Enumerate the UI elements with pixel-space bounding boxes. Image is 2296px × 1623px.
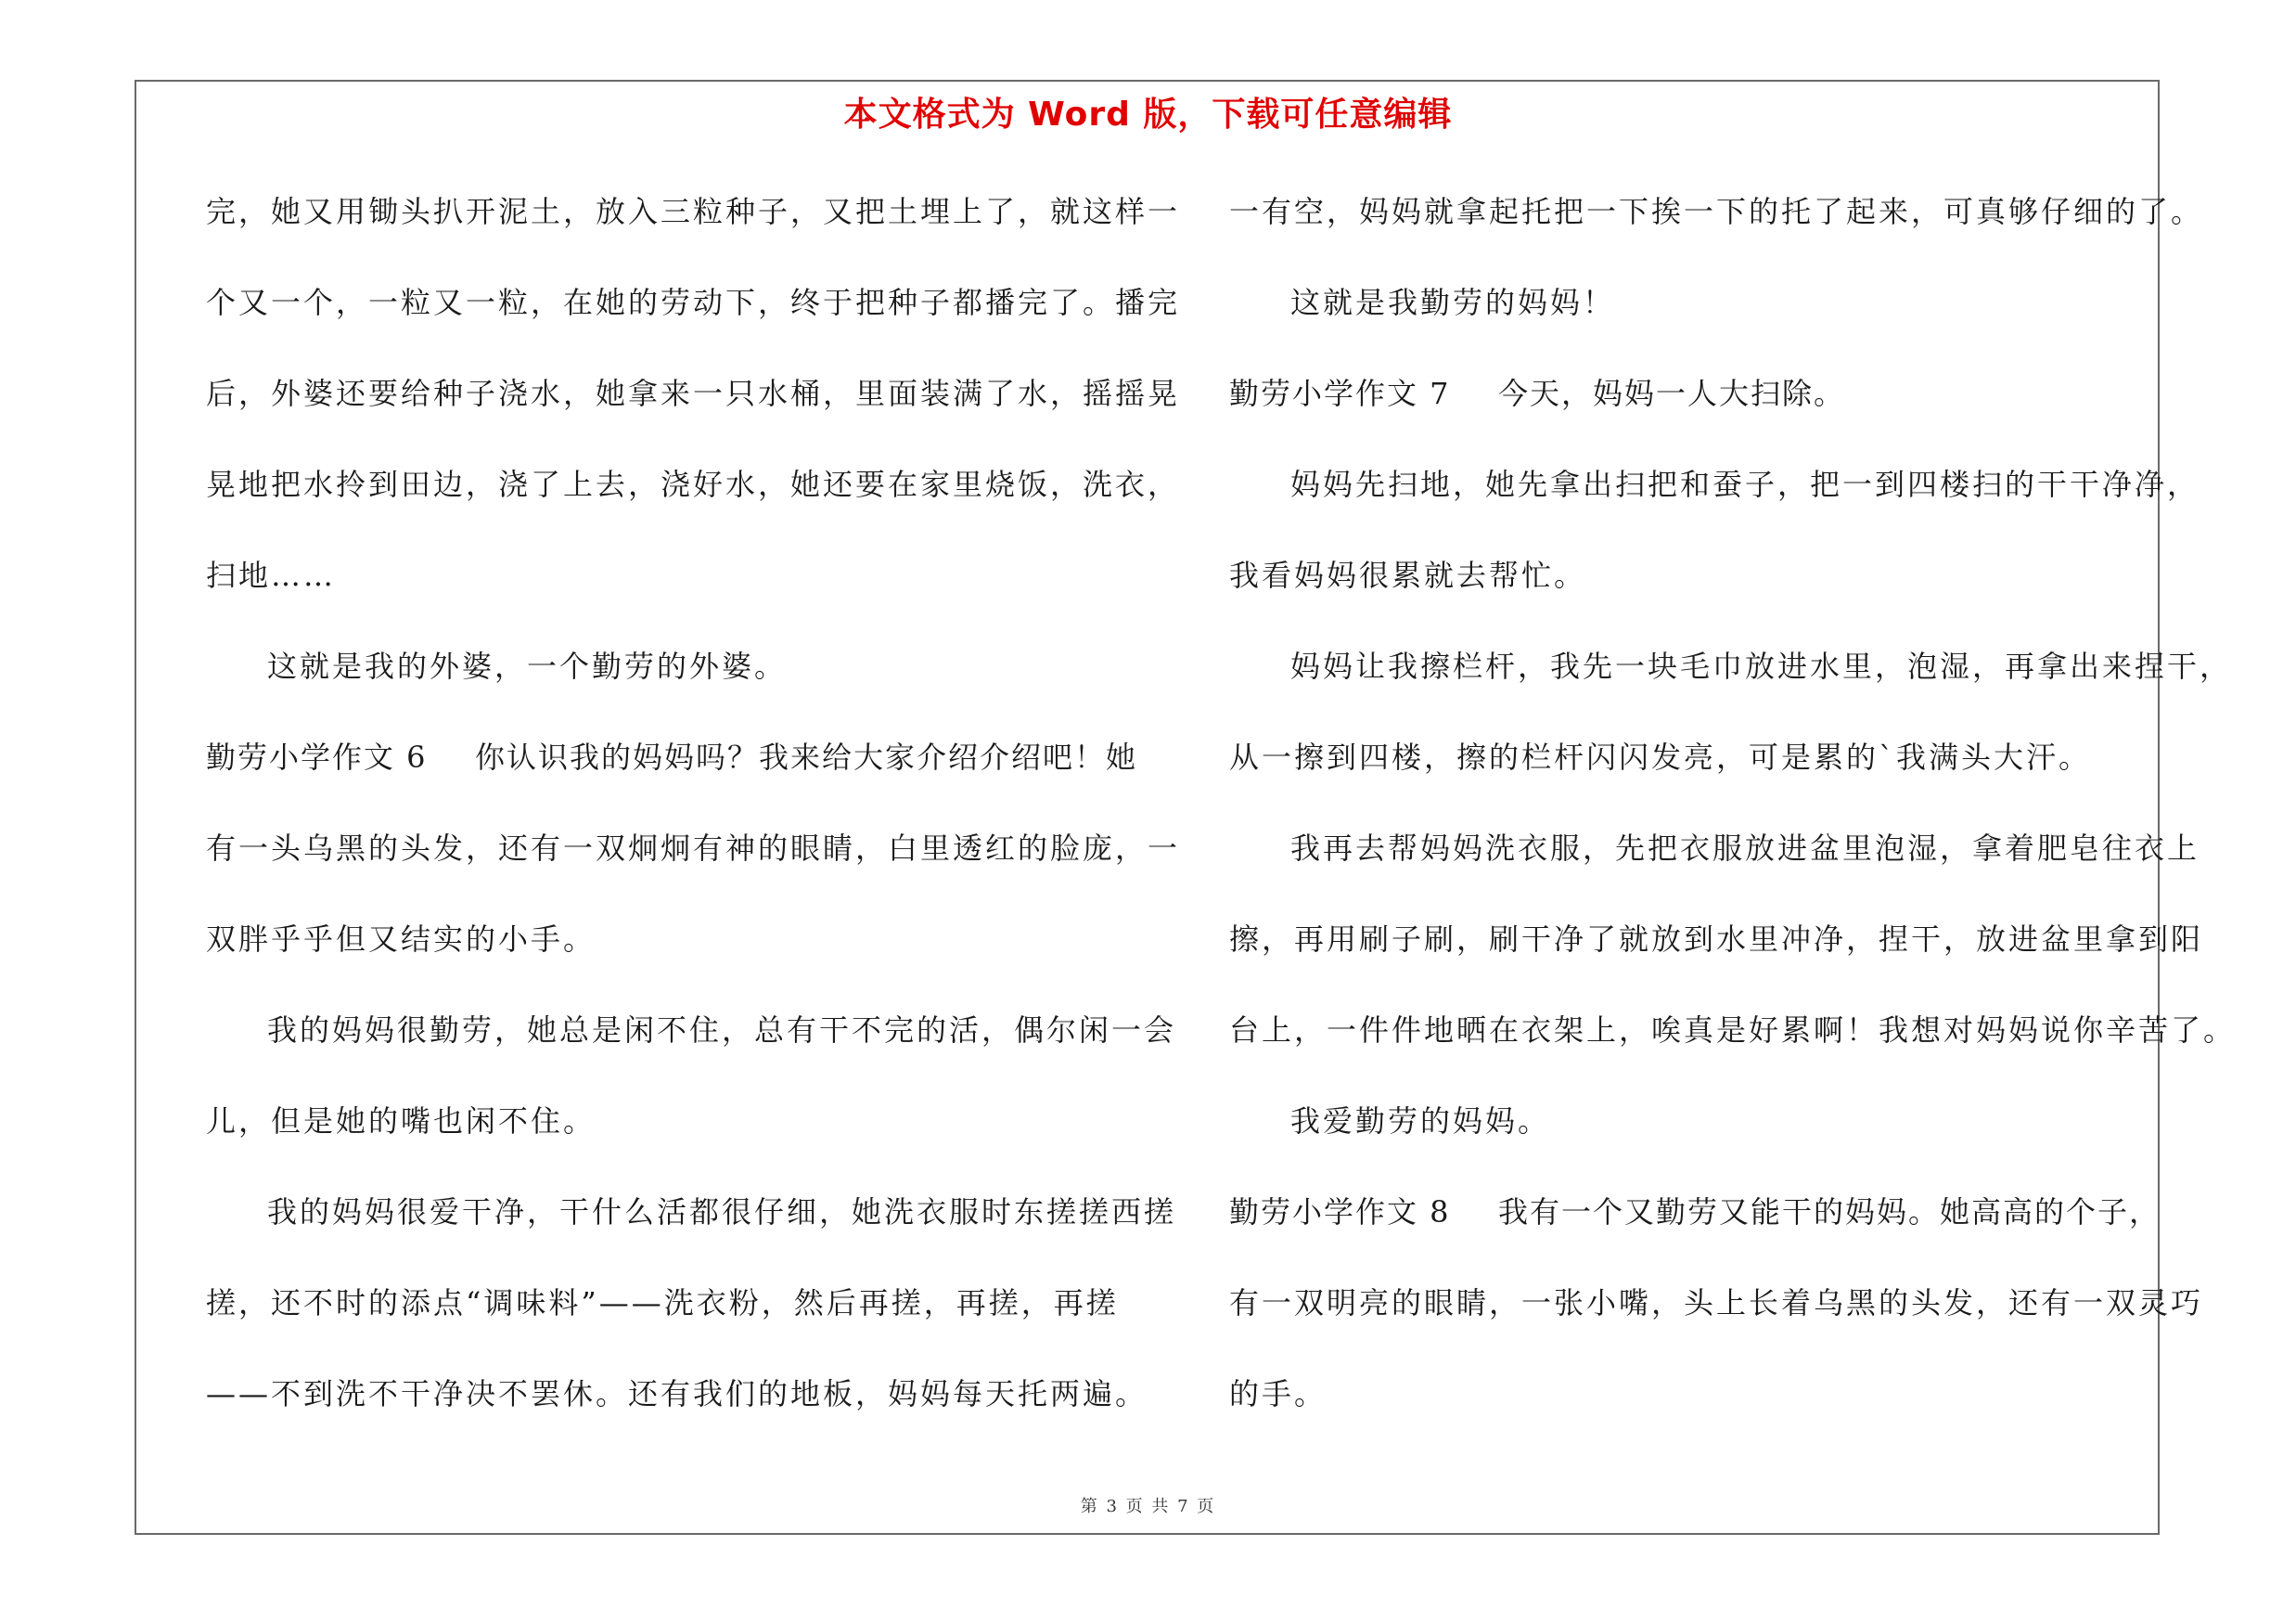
text-line-content: 我再去帮妈妈洗衣服，先把衣服放进盆里泡湿，拿着肥皂往衣上 <box>1290 831 2200 866</box>
essay-heading-label: 勤劳小学作文 8 <box>1229 1194 1451 1230</box>
text-line <box>206 273 1181 364</box>
text-line <box>206 1364 1148 1455</box>
text-line <box>206 1273 1143 1364</box>
text-line-content: 晃地把水拎到田边，浇了上去，浇好水，她还要在家里烧饭，洗衣， <box>206 467 1181 502</box>
page-number-footer: 第 3 页 共 7 页 <box>1080 1497 1216 1516</box>
text-line-content: 儿，但是她的嘴也闲不住。 <box>206 1103 596 1139</box>
text-line-content: 台上，一件件地晒在衣架上，唉真是好累啊！我想对妈妈说你辛苦了。 <box>1229 1012 2237 1048</box>
right-text-column <box>1229 182 2237 1455</box>
essay-heading-label: 勤劳小学作文 7 <box>1229 376 1451 411</box>
text-line-content: 这就是我勤劳的妈妈！ <box>1290 285 1616 320</box>
text-line <box>1229 728 2166 818</box>
text-line <box>206 1000 1177 1091</box>
text-line <box>206 1091 1143 1182</box>
text-line <box>1229 637 2233 728</box>
essay-heading-line <box>1229 364 2166 455</box>
text-line <box>1229 818 2200 909</box>
text-line <box>1229 1273 2204 1364</box>
text-line-content: 这就是我的外婆，一个勤劳的外婆。 <box>267 649 788 684</box>
text-line-content: 我有一个又勤劳又能干的妈妈。她高高的个子， <box>1498 1194 2161 1230</box>
text-line-content: 个又一个，一粒又一粒，在她的劳动下，终于把种子都播完了。播完 <box>206 285 1181 320</box>
text-line-content: 双胖乎乎但又结实的小手。 <box>206 921 596 957</box>
text-line-content: 我看妈妈很累就去帮忙。 <box>1229 558 1587 593</box>
text-line <box>1229 546 2166 637</box>
text-line-content: 搓，还不时的添点“调味料”——洗衣粉，然后再搓，再搓，再搓 <box>206 1285 1119 1320</box>
text-line-content: 后，外婆还要给种子浇水，她拿来一只水桶，里面装满了水，摇摇晃 <box>206 376 1181 411</box>
text-line <box>1229 455 2200 546</box>
left-text-column <box>206 182 1181 1455</box>
text-line-content: 我的妈妈很勤劳，她总是闲不住，总有干不完的活，偶尔闲一会 <box>267 1012 1177 1048</box>
text-line <box>206 455 1181 546</box>
text-line <box>1229 909 2204 1000</box>
text-line-content: 妈妈先扫地，她先拿出扫把和蚕子，把一到四楼扫的干干净净， <box>1290 467 2200 502</box>
essay-heading-line <box>206 728 1143 818</box>
text-line <box>206 182 1181 273</box>
text-line-content: 有一双明亮的眼睛，一张小嘴，头上长着乌黑的头发，还有一双灵巧 <box>1229 1285 2204 1320</box>
text-line <box>206 364 1181 455</box>
text-line-content: 我的妈妈很爱干净，干什么活都很仔细，她洗衣服时东搓搓西搓 <box>267 1194 1177 1230</box>
text-line <box>206 909 1143 1000</box>
text-line <box>206 637 1143 728</box>
text-line-content: 有一头乌黑的头发，还有一双炯炯有神的眼睛，白里透红的脸庞，一 <box>206 831 1181 866</box>
essay-heading-line <box>1229 1182 2166 1273</box>
text-line <box>1229 182 2204 273</box>
text-line-content: 扫地…… <box>206 558 337 593</box>
text-line <box>1229 1364 2166 1455</box>
text-line-content: 妈妈让我擦栏杆，我先一块毛巾放进水里，泡湿，再拿出来捏干， <box>1290 649 2233 684</box>
format-notice-banner: 本文格式为 Word 版，下载可任意编辑 <box>843 96 1453 134</box>
essay-heading-label: 勤劳小学作文 6 <box>206 740 428 775</box>
text-line-content: 从一擦到四楼，擦的栏杆闪闪发亮，可是累的`我满头大汗。 <box>1229 740 2092 775</box>
text-line-content: 擦，再用刷子刷，刷干净了就放到水里冲净，捏干，放进盆里拿到阳 <box>1229 921 2204 957</box>
text-line <box>206 818 1181 909</box>
text-line-content: 我爱勤劳的妈妈。 <box>1290 1103 1551 1139</box>
text-line-content: 一有空，妈妈就拿起托把一下挨一下的托了起来，可真够仔细的了。 <box>1229 194 2204 229</box>
text-line-content: 的手。 <box>1229 1376 1328 1411</box>
text-line <box>1229 273 2166 364</box>
text-line-content: ——不到洗不干净决不罢休。还有我们的地板，妈妈每天托两遍。 <box>206 1376 1148 1411</box>
text-line-content: 完，她又用锄头扒开泥土，放入三粒种子，又把土埋上了，就这样一 <box>206 194 1181 229</box>
text-line <box>206 546 1143 637</box>
text-line <box>206 1182 1177 1273</box>
text-line-content: 你认识我的妈妈吗？我来给大家介绍介绍吧！她 <box>475 740 1138 775</box>
text-line <box>1229 1000 2237 1091</box>
text-line-content: 今天，妈妈一人大扫除。 <box>1498 376 1846 411</box>
text-line <box>1229 1091 2166 1182</box>
